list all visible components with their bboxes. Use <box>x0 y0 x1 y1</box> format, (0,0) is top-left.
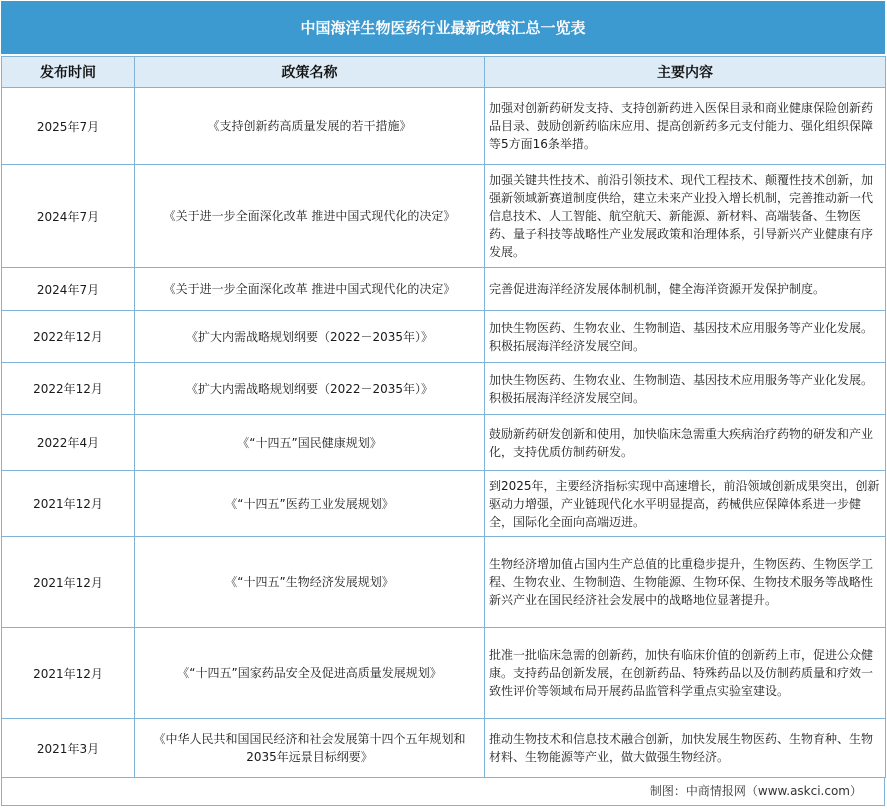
cell-content: 批准一批临床急需的创新药，加快有临床价值的创新药上市，促进公众健康。支持药品创新发展，在创新药品、特殊药品以及仿制药质量和疗效一致性评价等领域布局开展药品监管科学重点实验室建设。 <box>485 628 886 719</box>
cell-date: 2024年7月 <box>2 165 135 268</box>
table-row <box>2 311 886 363</box>
table-row <box>2 268 886 311</box>
cell-content: 鼓励新药研发创新和使用，加快临床急需重大疾病治疗药物的研发和产业化，支持优质仿制药研发。 <box>485 415 886 471</box>
cell-date: 2025年7月 <box>2 88 135 165</box>
cell-content: 推动生物技术和信息技术融合创新，加快发展生物医药、生物育种、生物材料、生物能源等产业，做大做强生物经济。 <box>485 719 886 778</box>
cell-date: 2021年12月 <box>2 628 135 719</box>
header-date: 发布时间 <box>2 57 135 88</box>
source-credit: 制图：中商情报网（www.askci.com） <box>1 777 885 806</box>
table-row <box>2 719 886 778</box>
cell-date: 2021年12月 <box>2 537 135 628</box>
table-row <box>2 165 886 268</box>
table-row <box>2 415 886 471</box>
cell-policy-name: 《“十四五”国民健康规划》 <box>135 415 485 471</box>
cell-content: 加强关键共性技术、前沿引领技术、现代工程技术、颠覆性技术创新，加强新领域新赛道制度供给，建立未来产业投入增长机制，完善推动新一代信息技术、人工智能、航空航天、新能源、新材料、高端装备、生物医药、量子科技等战略性产业发展政策和治理体系，引导新兴产业健康有序发展。 <box>485 165 886 268</box>
header-row <box>2 57 886 88</box>
cell-policy-name: 《关于进一步全面深化改革 推进中国式现代化的决定》 <box>135 165 485 268</box>
header-main-content: 主要内容 <box>485 57 886 88</box>
cell-content: 加快生物医药、生物农业、生物制造、基因技术应用服务等产业化发展。积极拓展海洋经济发展空间。 <box>485 311 886 363</box>
cell-date: 2021年12月 <box>2 471 135 537</box>
cell-content: 加强对创新药研发支持、支持创新药进入医保目录和商业健康保险创新药品目录、鼓励创新药临床应用、提高创新药多元支付能力、强化组织保障等5方面16条举措。 <box>485 88 886 165</box>
cell-content: 生物经济增加值占国内生产总值的比重稳步提升，生物医药、生物医学工程、生物农业、生物制造、生物能源、生物环保、生物技术服务等战略性新兴产业在国民经济社会发展中的战略地位显著提升。 <box>485 537 886 628</box>
cell-date: 2022年12月 <box>2 363 135 415</box>
table-row <box>2 471 886 537</box>
cell-content: 到2025年，主要经济指标实现中高速增长，前沿领域创新成果突出，创新驱动力增强，产业链现代化水平明显提高，药械供应保障体系进一步健全，国际化全面向高端迈进。 <box>485 471 886 537</box>
table-row <box>2 628 886 719</box>
cell-date: 2022年4月 <box>2 415 135 471</box>
cell-date: 2021年3月 <box>2 719 135 778</box>
cell-content: 加快生物医药、生物农业、生物制造、基因技术应用服务等产业化发展。积极拓展海洋经济发展空间。 <box>485 363 886 415</box>
cell-content: 完善促进海洋经济发展体制机制，健全海洋资源开发保护制度。 <box>485 268 886 311</box>
table-row <box>2 88 886 165</box>
cell-policy-name: 《扩大内需战略规划纲要（2022－2035年）》 <box>135 363 485 415</box>
cell-date: 2024年7月 <box>2 268 135 311</box>
cell-policy-name: 《支持创新药高质量发展的若干措施》 <box>135 88 485 165</box>
cell-policy-name: 《中华人民共和国国民经济和社会发展第十四个五年规划和2035年远景目标纲要》 <box>135 719 485 778</box>
cell-date: 2022年12月 <box>2 311 135 363</box>
cell-policy-name: 《“十四五”生物经济发展规划》 <box>135 537 485 628</box>
table-title: 中国海洋生物医药行业最新政策汇总一览表 <box>1 1 885 54</box>
cell-policy-name: 《“十四五”医药工业发展规划》 <box>135 471 485 537</box>
cell-policy-name: 《“十四五”国家药品安全及促进高质量发展规划》 <box>135 628 485 719</box>
cell-policy-name: 《关于进一步全面深化改革 推进中国式现代化的决定》 <box>135 268 485 311</box>
cell-policy-name: 《扩大内需战略规划纲要（2022－2035年）》 <box>135 311 485 363</box>
table-row <box>2 363 886 415</box>
header-policy-name: 政策名称 <box>135 57 485 88</box>
policy-table <box>1 56 886 778</box>
table-row <box>2 537 886 628</box>
